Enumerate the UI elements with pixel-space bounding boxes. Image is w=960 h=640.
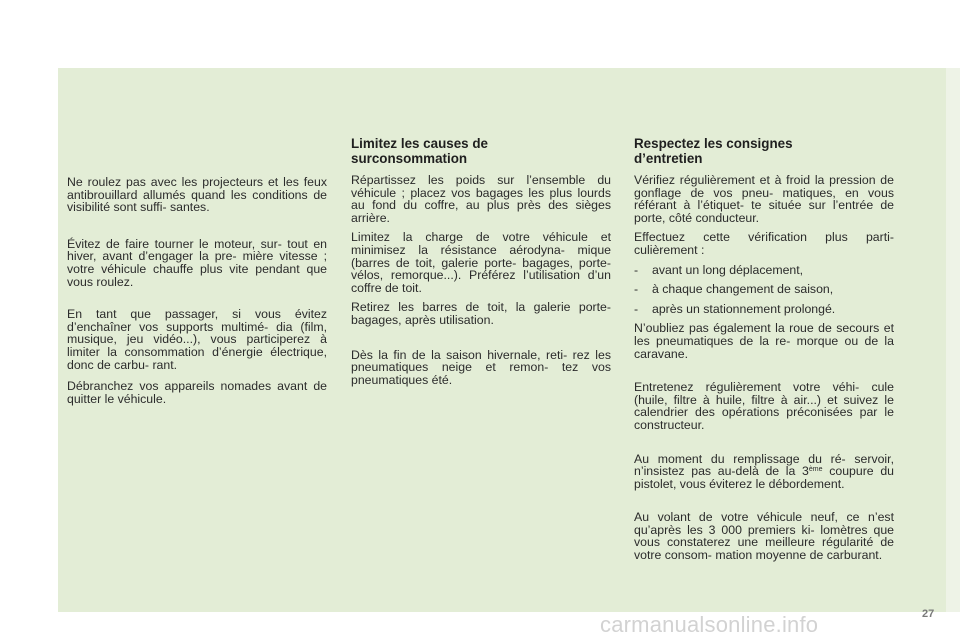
heading-maintenance-line2: d’entretien [634,150,703,166]
refuelling-text-end: coupure du pistolet, vous éviterez le débordement. [634,464,895,491]
list-dash: - [634,282,639,297]
watermark-logo: carmanualsonline.info [600,612,819,637]
paragraph-weight-distribution: Répartissez les poids sur l’ensemble du véhicule ; placez vos bagages les plus lourds au fond du coffre, au plus près des sièges arrière. [351,173,611,225]
paragraph-aerodynamics: Limitez la charge de votre véhicule et minimisez la résistance aérodyna- mique (barres de toit, galerie porte- bagages, porte-vélos, remorque...). Préférez l’utilisation d’un coffre de toit. [351,230,611,295]
list-item-text: à chaque changement de saison, [652,282,834,297]
list-item [634,303,894,316]
heading-overconsumption [351,137,611,166]
paragraph-refuelling [634,453,894,491]
paragraph-check-when: Effectuez cette vérification plus parti- culièrement : [634,230,894,257]
heading-overconsumption-line1: Limitez les causes de [351,136,488,151]
heading-maintenance-line1: Respectez les consignes [634,136,793,151]
list-item [634,283,894,296]
paragraph-tyre-pressure: Vérifiez régulièrement et à froid la pression de gonflage de vos pneu- matiques, en vous référant à l’étiquet- te située sur l’entrée de porte, côté conducteur. [634,173,894,225]
refuelling-text-start: Au moment du remplissage du ré- servoir, n’insistez pas au-delà de la 3 [634,451,894,479]
ordinal-superscript: ème [808,466,823,474]
column-middle [351,137,611,386]
page-number: 27 [922,608,935,620]
page-edge-strip [946,68,960,612]
paragraph-new-vehicle: Au volant de votre véhicule neuf, ce n’est qu’après les 3 000 premiers ki- lomètres que vous constaterez une meilleure régularité de votre consom- mation moyenne de carburant. [634,510,894,563]
paragraph-service-schedule: Entretenez régulièrement votre véhi- cule (huile, filtre à huile, filtre à air...) et suivez le calendrier des opérations préconisées par le constructeur. [634,380,894,432]
column-left [67,176,327,405]
paragraph-unplug-devices: Débranchez vos appareils nomades avant de quitter le véhicule. [67,379,327,406]
list-dash: - [634,262,639,277]
paragraph-spare-wheel: N’oubliez pas également la roue de secours et les pneumatiques de la re- morque ou de la caravane. [634,321,894,361]
list-item [634,264,894,277]
column-right [634,137,894,562]
paragraph-roof-bars: Retirez les barres de toit, la galerie porte-bagages, après utilisation. [351,300,611,327]
list-item-text: avant un long déplacement, [652,262,804,277]
paragraph-winter-tyres: Dès la fin de la saison hivernale, reti- rez les pneumatiques neige et remon- tez vos pneumatiques été. [351,347,611,387]
paragraph-headlights: Ne roulez pas avec les projecteurs et les feux antibrouillard allumés quand les conditions de visibilité sont suffi- santes. [67,175,327,215]
heading-maintenance [634,137,894,166]
list-dash: - [634,301,639,316]
list-item-text: après un stationnement prolongé. [652,301,836,316]
heading-overconsumption-line2: surconsommation [351,150,468,166]
paragraph-engine-idle: Évitez de faire tourner le moteur, sur- tout en hiver, avant d’engager la pre- mière vitesse ; votre véhicule chauffe plus vite pendant que vous roulez. [67,236,327,289]
paragraph-multimedia: En tant que passager, si vous évitez d’enchaîner vos supports multimé- dia (film, musique, jeu vidéo...), vous participerez à limiter la consommation d’énergie électrique, donc de carbu- rant. [67,307,327,372]
